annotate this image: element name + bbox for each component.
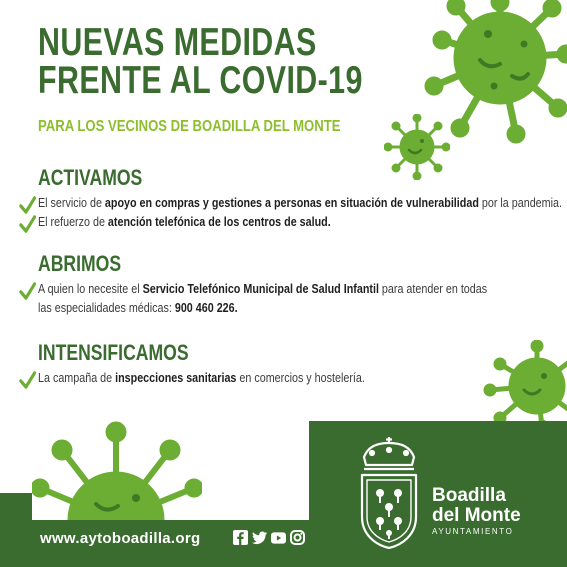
facebook-icon[interactable]: [233, 530, 248, 545]
item-text: en comercios y hostelería.: [236, 371, 365, 385]
social-icons: [233, 530, 305, 545]
list-item: [38, 280, 487, 299]
coat-of-arms-logo: [358, 437, 420, 549]
section-heading-activamos: ACTIVAMOS: [38, 165, 143, 190]
item-text: para atender en todas: [378, 282, 488, 296]
youtube-icon[interactable]: [271, 530, 286, 545]
checkmark-icon: [19, 282, 36, 300]
item-text: por la pandemia.: [478, 196, 562, 210]
brand-caption: AYUNTAMIENTO: [432, 527, 514, 536]
phone-number: 900 460 226.: [174, 301, 238, 315]
virus-right-middle-icon: [482, 340, 567, 428]
brand-name-second-line: del Monte: [432, 505, 521, 526]
item-text: El servicio de: [38, 196, 105, 210]
item-text: las especialidades médicas:: [38, 301, 175, 315]
page-title: [38, 21, 363, 102]
section-activamos: [38, 166, 567, 232]
checkmark-icon: [19, 215, 36, 233]
title-line-1: NUEVAS MEDIDAS: [38, 21, 317, 64]
title-line-2: FRENTE AL COVID-19: [38, 59, 363, 102]
list-item-continuation: [38, 299, 487, 318]
section-intensificamos: [38, 341, 418, 388]
virus-bottom-left-icon: [32, 420, 202, 521]
section-heading-abrimos: ABRIMOS: [38, 251, 122, 276]
item-text-bold: inspecciones sanitarias: [115, 371, 237, 385]
section-abrimos: [38, 252, 560, 318]
subtitle: PARA LOS VECINOS DE BOADILLA DEL MONTE: [38, 118, 341, 135]
item-text-bold: atención telefónica de los centros de salud.: [107, 215, 331, 229]
item-text: El refuerzo de: [38, 215, 108, 229]
item-text-bold: apoyo en compras y gestiones a personas en situación de vulnerabilidad: [104, 196, 479, 210]
brand-wordmark: [432, 486, 521, 538]
item-text: La campaña de: [38, 371, 116, 385]
item-text: A quien lo necesite el: [38, 282, 143, 296]
checkmark-icon: [19, 196, 36, 214]
instagram-icon[interactable]: [290, 530, 305, 545]
section-heading-intensificamos: INTENSIFICAMOS: [38, 340, 189, 365]
website-link[interactable]: www.aytoboadilla.org: [40, 530, 201, 547]
brand-name: Boadilla: [432, 485, 506, 506]
twitter-icon[interactable]: [252, 530, 267, 545]
list-item: [38, 369, 365, 388]
list-item: [38, 194, 562, 213]
checkmark-icon: [19, 371, 36, 389]
list-item: [38, 213, 562, 232]
item-text-bold: Servicio Telefónico Municipal de Salud Infantil: [142, 282, 379, 296]
footer-corner-block: [0, 493, 32, 520]
